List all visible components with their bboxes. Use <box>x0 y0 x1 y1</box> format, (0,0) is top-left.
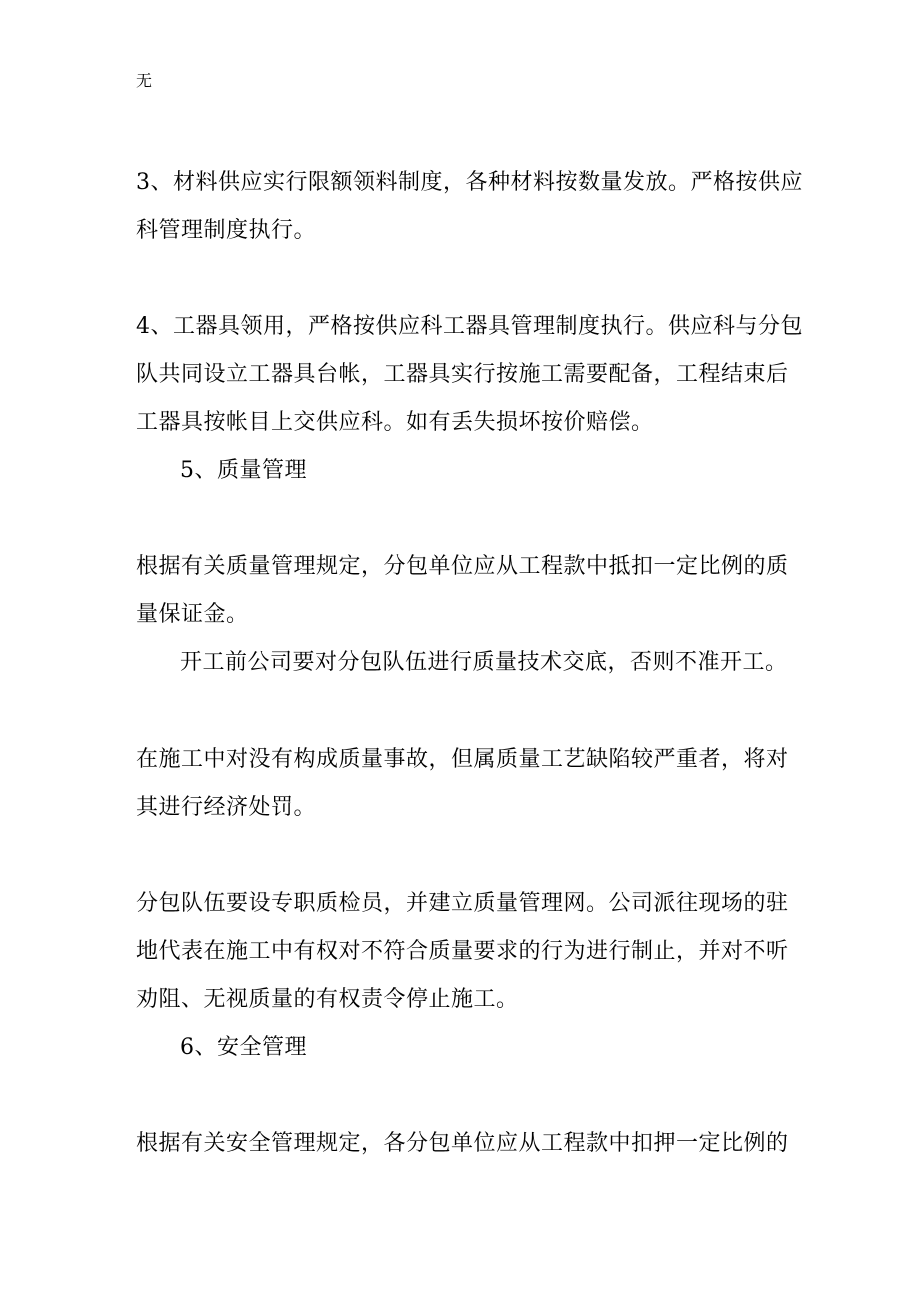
top-fragment-text: 无 <box>136 71 153 90</box>
paragraph-line: 量保证金。 <box>136 602 249 627</box>
paragraph-line: 开工前公司要对分包队伍进行质量技术交底，否则不准开工。 <box>180 650 788 675</box>
paragraph-line: 分包队伍要设专职质检员，并建立质量管理网。公司派往现场的驻 <box>136 891 789 916</box>
paragraph-line: 地代表在施工中有权对不符合质量要求的行为进行制止，并对不听 <box>136 939 789 964</box>
paragraph-line: 工器具按帐目上交供应科。如有丢失损坏按价赔偿。 <box>136 410 654 435</box>
section-heading-safety: 6、安全管理 <box>180 1035 307 1060</box>
paragraph-line: 根据有关质量管理规定，分包单位应从工程款中抵扣一定比例的质 <box>136 554 789 579</box>
paragraph-line: 4、工器具领用，严格按供应科工器具管理制度执行。供应科与分包 <box>136 314 803 339</box>
paragraph-line: 其进行经济处罚。 <box>136 795 317 820</box>
paragraph-line: 劝阻、无视质量的有权责令停止施工。 <box>136 987 519 1012</box>
section-heading-quality: 5、质量管理 <box>180 458 307 483</box>
paragraph-line: 科管理制度执行。 <box>136 218 317 243</box>
paragraph-line: 3、材料供应实行限额领料制度，各种材料按数量发放。严格按供应 <box>136 170 803 195</box>
paragraph-line: 在施工中对没有构成质量事故，但属质量工艺缺陷较严重者，将对 <box>136 747 789 772</box>
paragraph-line: 队共同设立工器具台帐，工器具实行按施工需要配备，工程结束后 <box>136 362 789 387</box>
paragraph-line: 根据有关安全管理规定，各分包单位应从工程款中扣押一定比例的 <box>136 1131 789 1156</box>
